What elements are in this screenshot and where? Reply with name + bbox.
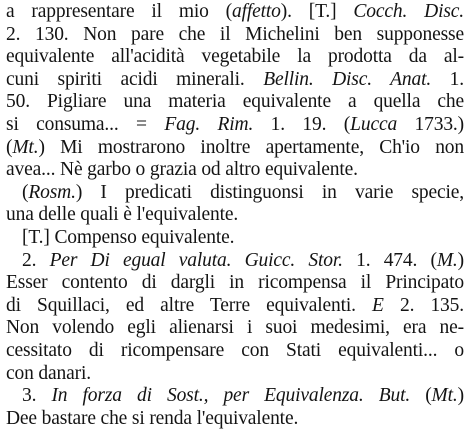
text-line-19: Dee bastare che si renda l'equivalente. [6,407,299,429]
text-line-15: Non volendo egli alienarsi i suoi medesimi, era ne- [6,317,464,339]
text-line-4: cuni spiriti acidi minerali. Bellin. Disc. Anat. 1. [6,68,464,90]
text-line-17: con danari. [6,362,91,384]
text-line-12: 2. Per Di egual valuta. Guicc. Stor. 1. 474. (M.) [22,249,464,271]
text-line-6: si consuma... = Fag. Rim. 1. 19. (Lucca 1733.) [6,113,464,135]
text-line-16: cessitato di ricompensare con Stati equivalenti... o [6,339,464,361]
text-line-18: 3. In forza di Sost., per Equivalenza. But. (Mt.) [22,385,464,407]
text-line-5: 50. Pigliare una materia equivalente a quella che [6,91,464,113]
text-line-8: avea... Nè garbo o grazia od altro equivalente. [6,159,358,181]
text-line-13: Esser contento di dargli in ricompensa il Principato [6,272,464,294]
text-line-2: 2. 130. Non pare che il Michelini ben supponesse [6,23,464,45]
text-line-11: [T.] Compenso equivalente. [22,226,235,248]
text-line-1: a rappresentare il mio (affetto). [T.] Cocch. Disc. [6,1,464,22]
text-line-7: (Mt.) Mi mostrarono inoltre apertamente, Ch'io non [6,136,464,158]
text-line-10: una delle quali è l'equivalente. [6,204,239,226]
text-line-3: equivalente all'acidità vegetabile la prodotta da al- [6,46,464,68]
text-line-14: di Squillaci, ed altre Terre equivalenti. E 2. 135. [6,294,464,316]
text-line-9: (Rosm.) I predicati distinguonsi in varie specie, [22,181,464,203]
